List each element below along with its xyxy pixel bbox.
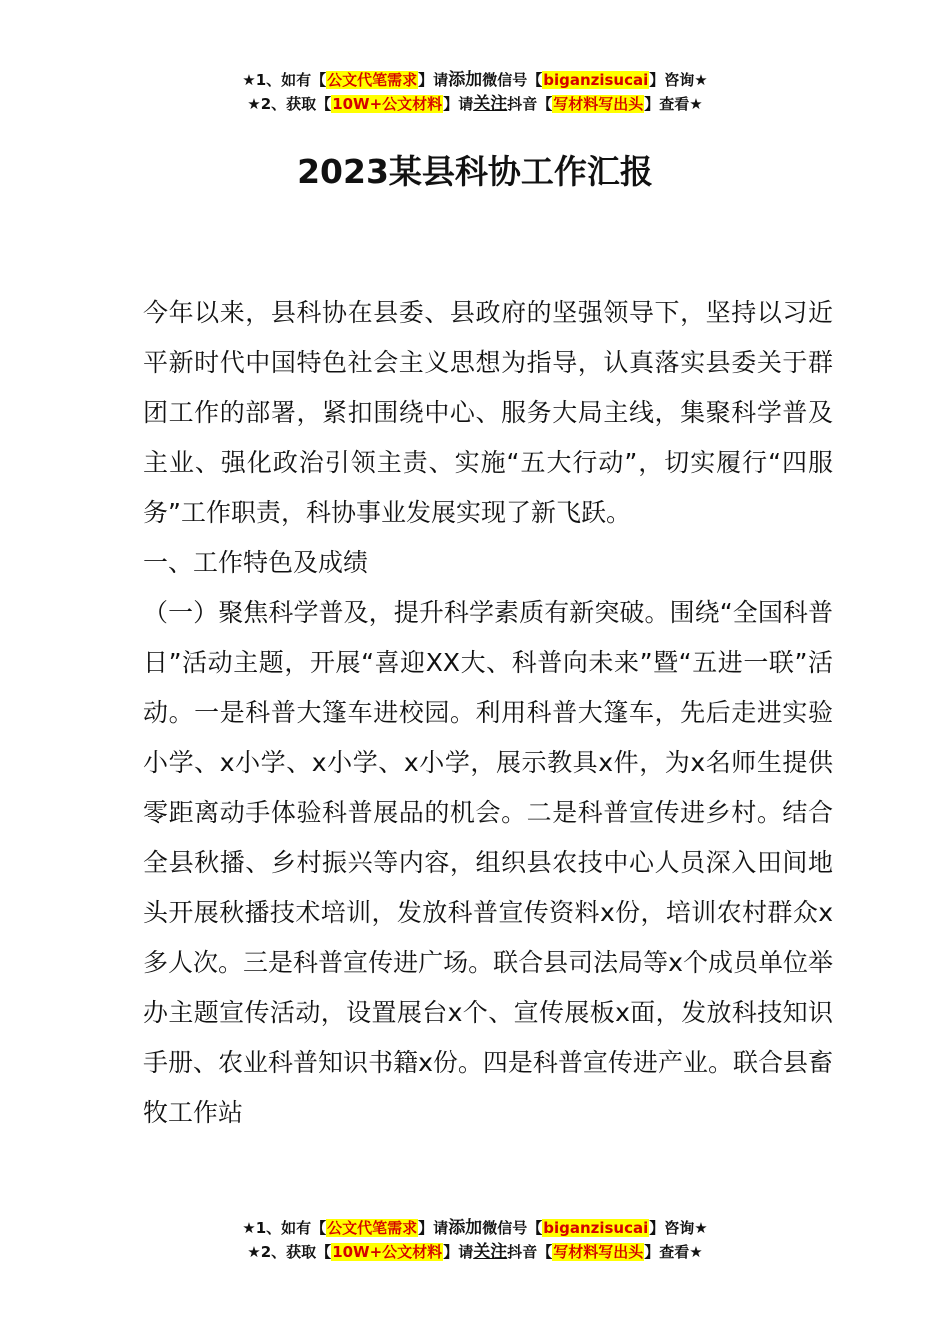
section-heading: 一、工作特色及成绩 xyxy=(143,548,369,577)
banner-wechat-id: biganzisucai xyxy=(543,71,649,89)
document-title: 2023某县科协工作汇报 xyxy=(297,152,653,191)
intro-paragraph: 今年以来，县科协在县委、县政府的坚强领导下，坚持以习近平新时代中国特色社会主义思想为指导，认真落实县委关于群团工作的部署，紧扣围绕中心、服务大局主线，集聚科学普及主业、强化政治引领主责、实施“五大行动”，切实履行“四服务”工作职责，科协事业发展实现了新飞跃。 xyxy=(143,298,833,527)
banner-line-1: ★1、如有【公文代笔需求】请添加微信号【biganzisucai】咨询★ xyxy=(242,70,708,90)
banner-wechat-id: biganzisucai xyxy=(543,1219,649,1237)
banner-douyin-id: 写材料写出头 xyxy=(553,1243,644,1261)
footer-banner xyxy=(0,1216,950,1264)
banner-highlight: 公文代笔需求 xyxy=(327,1219,418,1237)
header-banner xyxy=(0,68,950,116)
section-paragraph: （一）聚焦科学普及，提升科学素质有新突破。围绕“全国科普日”活动主题，开展“喜迎XX大、科普向未来”暨“五进一联”活动。一是科普大篷车进校园。利用科普大篷车，先后走进实验小学、x小学、x小学、x小学，展示教具x件，为x名师生提供零距离动手体验科普展品的机会。二是科普宣传进乡村。结合全县秋播、乡村振兴等内容，组织县农技中心人员深入田间地头开展秋播技术培训，发放科普宣传资料x份，培训农村群众x多人次。三是科普宣传进广场。联合县司法局等x个成员单位举办主题宣传活动，设置展台x个、宣传展板x面，发放科技知识手册、农业科普知识书籍x份。四是科普宣传进产业。联合县畜牧工作站 xyxy=(143,598,833,1127)
banner-douyin-id: 写材料写出头 xyxy=(553,95,644,113)
document-body xyxy=(143,288,833,1138)
banner-line-1: ★1、如有【公文代笔需求】请添加微信号【biganzisucai】咨询★ xyxy=(242,1218,708,1238)
banner-line-2: ★2、获取【10W+公文材料】请关注抖音【写材料写出头】查看★ xyxy=(247,1242,703,1262)
banner-highlight: 公文代笔需求 xyxy=(327,71,418,89)
banner-highlight: 10W+公文材料 xyxy=(332,1243,443,1261)
banner-line-2: ★2、获取【10W+公文材料】请关注抖音【写材料写出头】查看★ xyxy=(247,94,703,114)
banner-highlight: 10W+公文材料 xyxy=(332,95,443,113)
